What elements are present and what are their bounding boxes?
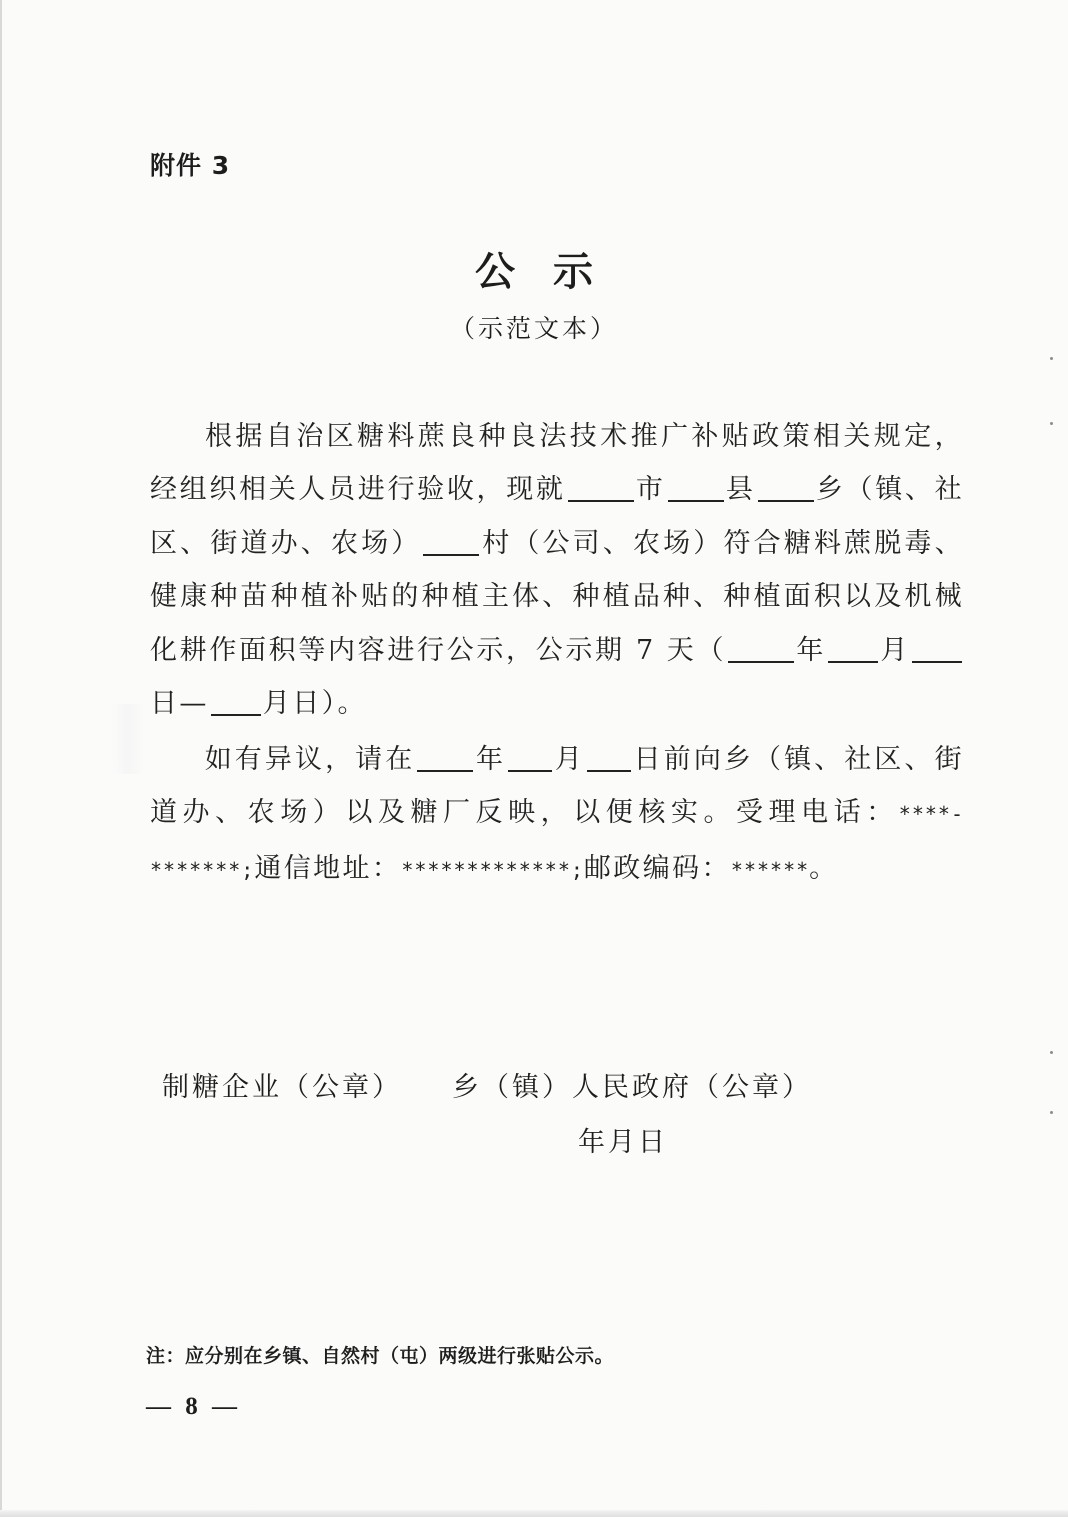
objection-month-label: 月 — [554, 744, 585, 775]
start-year-label: 年 — [796, 634, 827, 666]
township-government-seal-label: 乡（镇）人民政府（公章） — [452, 1072, 812, 1103]
start-year-blank — [728, 636, 794, 663]
city-blank — [568, 475, 634, 502]
end-month-label: 月 — [262, 688, 293, 720]
start-day-dash: 日— — [150, 688, 209, 720]
attachment-label: 附件 3 — [150, 151, 231, 180]
title-char-1: 公 — [475, 248, 515, 295]
county-blank — [668, 475, 724, 502]
scan-dot-1 — [1050, 357, 1053, 360]
scan-dot-2 — [1050, 422, 1053, 425]
objection-month-blank — [508, 745, 552, 772]
scan-bottom-edge — [0, 1510, 1068, 1517]
city-label: 市 — [635, 474, 666, 506]
end-month-blank — [211, 689, 261, 716]
township-label: 乡（镇、社区、街道办、农场） — [150, 474, 965, 559]
page-title — [0, 240, 1068, 297]
scan-dot-3 — [1050, 1051, 1053, 1054]
page-subtitle: （示范文本） — [449, 314, 618, 343]
signature-date-label: 年月日 — [578, 1127, 668, 1158]
paragraph-1-text: 根据自治区糖料蔗良种良法技术推广补贴政策相关规定，经组织相关人员进行验收，现就 — [150, 421, 964, 506]
address-label: 通信地址： — [254, 852, 402, 884]
objection-year-label: 年 — [475, 744, 507, 775]
phone-value: ****-*******; — [150, 802, 964, 882]
page-number: — 8 — — [146, 1393, 241, 1420]
notice-paragraph-1 — [150, 410, 964, 730]
paragraph-2-text-2: 日前向乡（镇、社区、街道办、农场）以及糖厂反映，以便核实。受理电话： — [150, 744, 964, 829]
paragraph-2-text-1: 如有异议，请在 — [204, 744, 416, 775]
scan-faint-mark — [112, 704, 144, 774]
postal-value: ****** — [730, 857, 810, 882]
start-month-label: 月 — [880, 634, 910, 666]
paragraph-2-end: 。 — [809, 852, 839, 884]
posting-note: 注：应分别在乡镇、自然村（屯）两级进行张贴公示。 — [146, 1345, 615, 1367]
scan-dot-4 — [1050, 1111, 1053, 1114]
village-text: 村（公司、农场）符合糖料蔗脱毒、健康种苗种植补贴的种植主体、种植品种、种植面积以及机械化耕作面积等内容进行公示，公示期 7 天（ — [150, 527, 964, 666]
objection-day-blank — [587, 745, 631, 772]
address-value: *************; — [401, 857, 584, 882]
scan-left-edge — [0, 0, 2, 1517]
objection-year-blank — [417, 745, 473, 772]
start-day-blank — [912, 636, 962, 663]
end-day-label: 日）。 — [292, 688, 367, 720]
title-char-2: 示 — [553, 248, 593, 295]
postal-label: 邮政编码： — [583, 852, 731, 884]
notice-paragraph-2 — [150, 733, 964, 897]
township-blank — [758, 475, 814, 502]
village-blank — [423, 529, 479, 556]
county-label: 县 — [725, 474, 756, 506]
start-month-blank — [828, 636, 878, 663]
sugar-enterprise-seal-label: 制糖企业（公章） — [162, 1072, 402, 1103]
